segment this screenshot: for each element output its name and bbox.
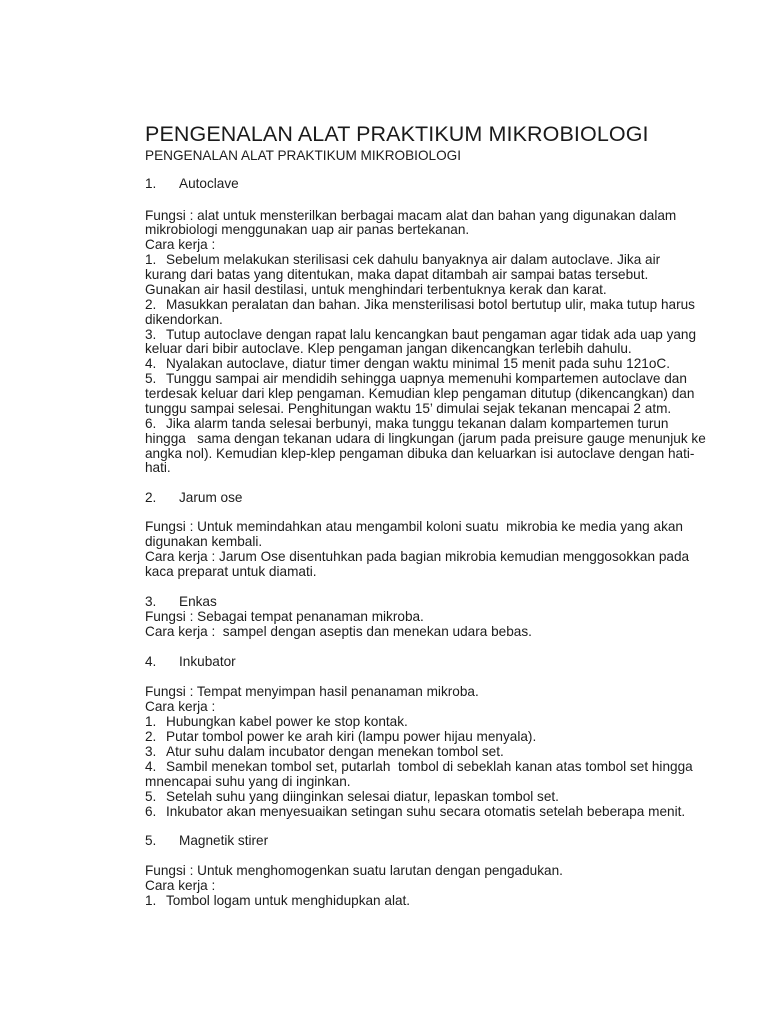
- list-item-text: Masukkan peralatan dan bahan. Jika mensterilisasi botol bertutup ulir, maka tutup harus: [166, 297, 695, 312]
- page-title: PENGENALAN ALAT PRAKTIKUM MIKROBIOLOGI: [145, 122, 649, 146]
- list-item-text: Tunggu sampai air mendidih sehingga uapnya memenuhi kompartemen autoclave dan: [166, 371, 687, 386]
- list-item-text: Tombol logam untuk menghidupkan alat.: [166, 893, 411, 908]
- text-line: hingga sama dengan tekanan udara di lingkungan (jarum pada preisure gauge menunjuk ke: [145, 431, 706, 446]
- section-title: Jarum ose: [179, 490, 243, 505]
- list-item: [145, 744, 504, 759]
- text-line: mikrobiologi menggunakan uap air panas bertekanan.: [145, 222, 470, 237]
- list-item-number: 3.: [145, 744, 157, 759]
- list-item: [145, 789, 559, 804]
- section-number: 5.: [145, 833, 157, 848]
- section-title: Autoclave: [179, 176, 239, 191]
- list-item: [145, 371, 687, 386]
- list-item-number: 4.: [145, 759, 157, 774]
- list-item-text: Nyalakan autoclave, diatur timer dengan waktu minimal 15 menit pada suhu 121oC.: [166, 356, 671, 371]
- text-line: mnencapai suhu yang di inginkan.: [145, 774, 351, 789]
- text-line: Gunakan air hasil destilasi, untuk menghindari terbentuknya kerak dan karat.: [145, 282, 607, 297]
- list-item-text: Setelah suhu yang diinginkan selesai diatur, lepaskan tombol set.: [166, 789, 559, 804]
- list-item: [145, 729, 536, 744]
- list-item-number: 1.: [145, 714, 157, 729]
- text-line: Fungsi : Sebagai tempat penanaman mikroba.: [145, 609, 424, 624]
- list-item-text: Atur suhu dalam incubator dengan menekan tombol set.: [166, 744, 504, 759]
- section-number: 3.: [145, 594, 157, 609]
- section-number: 4.: [145, 654, 157, 669]
- list-item: [145, 759, 693, 774]
- text-line: Fungsi : alat untuk mensterilkan berbagai macam alat dan bahan yang digunakan dalam: [145, 208, 677, 223]
- section-heading: [145, 176, 239, 191]
- list-item-text: Sebelum melakukan sterilisasi cek dahulu banyaknya air dalam autoclave. Jika air: [166, 252, 661, 267]
- list-item-number: 6.: [145, 416, 157, 431]
- list-item: [145, 714, 408, 729]
- list-item: [145, 416, 669, 431]
- list-item: [145, 327, 696, 342]
- list-item: [145, 252, 660, 267]
- text-line: kurang dari batas yang ditentukan, maka dapat ditambah air sampai batas tersebut.: [145, 267, 649, 282]
- text-line: dikendorkan.: [145, 312, 223, 327]
- text-line: keluar dari bibir autoclave. Klep pengaman jangan dikencangkan terlebih dahulu.: [145, 341, 632, 356]
- list-item-number: 5.: [145, 371, 157, 386]
- list-item-text: Jika alarm tanda selesai berbunyi, maka tunggu tekanan dalam kompartemen turun: [166, 416, 669, 431]
- section-number: 2.: [145, 490, 157, 505]
- section-title: Inkubator: [179, 654, 236, 669]
- section-title: Enkas: [179, 594, 217, 609]
- list-item-text: Sambil menekan tombol set, putarlah tombol di sebeklah kanan atas tombol set hingga: [166, 759, 693, 774]
- page-subtitle: PENGENALAN ALAT PRAKTIKUM MIKROBIOLOGI: [145, 148, 462, 163]
- list-item-text: Tutup autoclave dengan rapat lalu kencangkan baut pengaman agar tidak ada uap yang: [166, 327, 697, 342]
- list-item: [145, 804, 685, 819]
- text-line: Cara kerja : sampel dengan aseptis dan menekan udara bebas.: [145, 624, 532, 639]
- list-item-text: Hubungkan kabel power ke stop kontak.: [166, 714, 408, 729]
- section-heading: [145, 833, 268, 848]
- list-item: [145, 297, 695, 312]
- list-item-number: 6.: [145, 804, 157, 819]
- text-line: Cara kerja :: [145, 878, 216, 893]
- section-title: Magnetik stirer: [179, 833, 269, 848]
- text-line: Fungsi : Untuk memindahkan atau mengambil koloni suatu mikrobia ke media yang akan: [145, 519, 683, 534]
- list-item-text: Inkubator akan menyesuaikan setingan suhu secara otomatis setelah beberapa menit.: [166, 804, 686, 819]
- section-heading: [145, 594, 217, 609]
- text-line: terdesak keluar dari klep pengaman. Kemudian klep pengaman ditutup (dikencangkan) dan: [145, 386, 695, 401]
- text-line: Cara kerja :: [145, 237, 216, 252]
- text-line: hati.: [145, 460, 171, 475]
- text-line: angka nol). Kemudian klep-klep pengaman dibuka dan keluarkan isi autoclave dengan hati-: [145, 446, 695, 461]
- text-line: Cara kerja :: [145, 699, 216, 714]
- list-item-text: Putar tombol power ke arah kiri (lampu power hijau menyala).: [166, 729, 537, 744]
- section-number: 1.: [145, 176, 157, 191]
- text-line: kaca preparat untuk diamati.: [145, 564, 317, 579]
- section-heading: [145, 490, 242, 505]
- list-item-number: 4.: [145, 356, 157, 371]
- list-item-number: 2.: [145, 729, 157, 744]
- list-item-number: 1.: [145, 893, 157, 908]
- text-line: tunggu sampai selesai. Penghitungan waktu 15’ dimulai sejak tekanan mencapai 2 atm.: [145, 401, 672, 416]
- list-item: [145, 356, 670, 371]
- list-item-number: 5.: [145, 789, 157, 804]
- list-item-number: 1.: [145, 252, 157, 267]
- list-item: [145, 893, 410, 908]
- text-line: digunakan kembali.: [145, 534, 263, 549]
- text-line: Fungsi : Untuk menghomogenkan suatu larutan dengan pengadukan.: [145, 863, 563, 878]
- list-item-number: 3.: [145, 327, 157, 342]
- list-item-number: 2.: [145, 297, 157, 312]
- text-line: Cara kerja : Jarum Ose disentuhkan pada bagian mikrobia kemudian menggosokkan pada: [145, 549, 690, 564]
- section-heading: [145, 654, 236, 669]
- text-line: Fungsi : Tempat menyimpan hasil penanaman mikroba.: [145, 684, 479, 699]
